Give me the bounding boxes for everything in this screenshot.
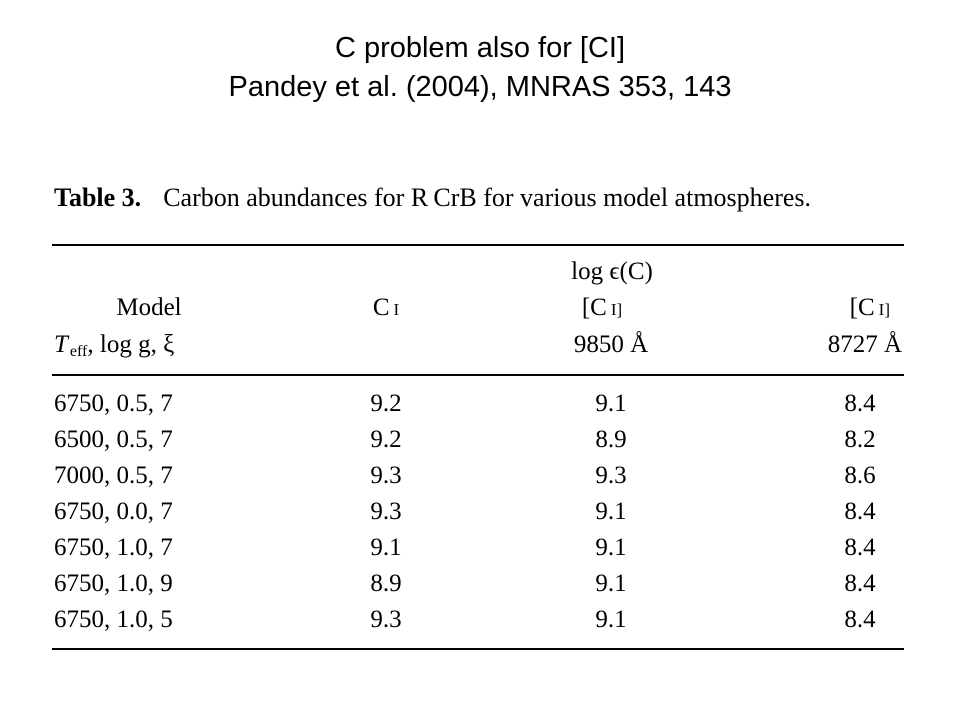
table-row (0, 569, 960, 605)
cell-ci-8727: 8.4 (844, 606, 876, 633)
header-ci-8727-wavelength: 8727 Å (827, 331, 902, 358)
table-caption-text: Carbon abundances for R CrB for various model atmospheres. (163, 183, 812, 212)
header-ci (373, 293, 399, 325)
cell-model: 6750, 1.0, 5 (54, 606, 173, 633)
header-ci-8727 (850, 293, 890, 325)
table-header-rule (52, 374, 904, 376)
cell-ci-9850: 9.1 (595, 498, 627, 525)
header-model-params-rest: , log g, ξ (87, 331, 175, 358)
cell-ci: 9.3 (370, 606, 402, 633)
cell-ci: 8.9 (370, 570, 402, 597)
header-ci-9850 (582, 293, 622, 325)
header-model-params (54, 330, 174, 367)
table-bottom-rule (52, 648, 904, 650)
cell-ci: 9.3 (370, 462, 402, 489)
cell-ci-9850: 9.1 (595, 570, 627, 597)
table-top-rule (52, 244, 904, 246)
header-ci-9850-ion: I] (610, 300, 623, 319)
cell-model: 6750, 1.0, 9 (54, 570, 173, 597)
header-ci-ion: I (393, 300, 400, 319)
header-ci-9850-element: [C (581, 294, 607, 321)
header-ci-8727-element: [C (849, 294, 875, 321)
cell-model: 6750, 1.0, 7 (54, 534, 173, 561)
table-caption (54, 182, 914, 214)
cell-model: 7000, 0.5, 7 (54, 462, 173, 489)
table-row (0, 461, 960, 497)
cell-ci-8727: 8.2 (844, 426, 876, 453)
table-row (0, 425, 960, 461)
table-caption-label: Table 3. (54, 183, 142, 212)
cell-model: 6750, 0.0, 7 (54, 498, 173, 525)
header-teff-sub: eff (69, 343, 88, 360)
cell-ci-8727: 8.4 (844, 498, 876, 525)
cell-ci-8727: 8.4 (844, 390, 876, 417)
slide-title-line-1: C problem also for [CI] (334, 32, 626, 64)
header-ci-9850-wavelength: 9850 Å (573, 331, 649, 358)
cell-ci: 9.2 (370, 390, 402, 417)
cell-model: 6750, 0.5, 7 (54, 390, 173, 417)
slide-title-line-2: Pandey et al. (2004), MNRAS 353, 143 (228, 71, 732, 103)
header-group-log-epsilon: log ϵ(C) (571, 258, 653, 285)
table-row (0, 533, 960, 569)
cell-ci-9850: 8.9 (595, 426, 627, 453)
table-row (0, 497, 960, 533)
cell-ci-9850: 9.1 (595, 606, 627, 633)
cell-ci: 9.3 (370, 498, 402, 525)
cell-model: 6500, 0.5, 7 (54, 426, 173, 453)
header-teff-symbol: T (54, 331, 68, 358)
cell-ci-9850: 9.3 (595, 462, 627, 489)
cell-ci: 9.1 (370, 534, 402, 561)
header-model: Model (116, 294, 182, 321)
cell-ci-8727: 8.4 (844, 534, 876, 561)
header-ci-element: C (372, 294, 390, 321)
table-row (0, 605, 960, 641)
cell-ci-9850: 9.1 (595, 534, 627, 561)
header-ci-8727-ion: I] (878, 300, 890, 319)
cell-ci-9850: 9.1 (595, 390, 627, 417)
cell-ci: 9.2 (370, 426, 402, 453)
cell-ci-8727: 8.6 (844, 462, 876, 489)
table-row (0, 389, 960, 425)
cell-ci-8727: 8.4 (844, 570, 876, 597)
